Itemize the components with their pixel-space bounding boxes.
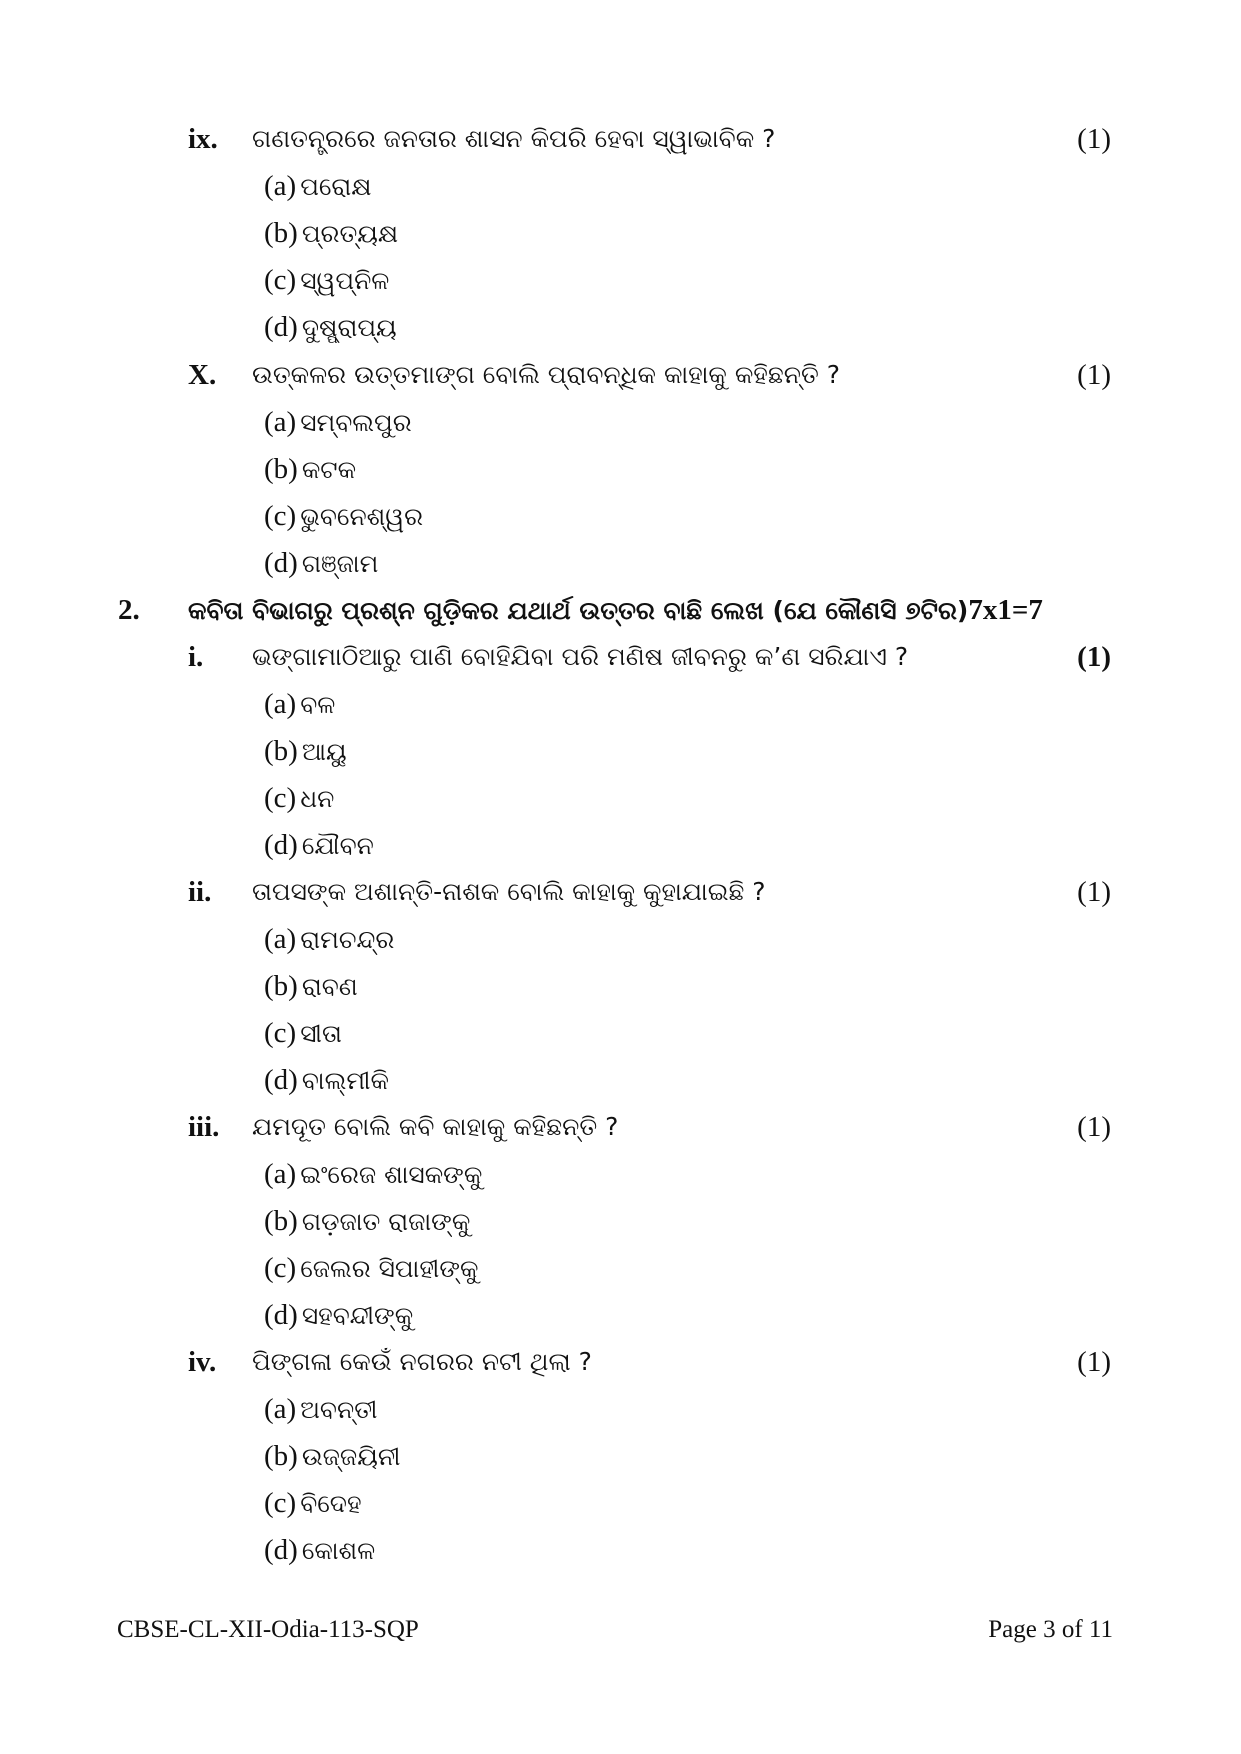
option-text: ରାବଣ: [301, 972, 358, 1001]
option-label: (d): [264, 547, 298, 579]
option-text: ଧନ: [300, 784, 335, 813]
option-b: [264, 963, 1241, 1009]
option-c: [264, 1245, 1241, 1291]
option-text: ଗଡ଼ଜାତ ରାଜାଙ୍କୁ: [301, 1207, 471, 1236]
option-a: [264, 1386, 1241, 1432]
option-label: (c): [264, 264, 297, 296]
question-text: ଭଙ୍ଗାମାଠିଆରୁ ପାଣି ବୋହିଯିବା ପରି ମଣିଷ ଜୀବନରୁ କ’ଣ ସରିଯାଏ ?: [252, 642, 909, 671]
option-text: ବଳ: [300, 690, 336, 719]
option-label: (a): [264, 170, 297, 202]
question-iv: [0, 1339, 1241, 1385]
option-text: କଟକ: [301, 455, 357, 484]
section-2-heading: [0, 587, 1241, 633]
option-text: ସୀତା: [300, 1019, 342, 1048]
option-c: [264, 775, 1241, 821]
option-c: [264, 493, 1241, 539]
option-label: (d): [264, 1299, 298, 1331]
question-number: X.: [188, 359, 217, 391]
question-number: ix.: [188, 123, 218, 155]
option-a: [264, 399, 1241, 445]
option-label: (a): [264, 688, 297, 720]
option-label: (b): [264, 1205, 298, 1237]
section-marks: 7x1=7: [968, 594, 1043, 626]
option-c: [264, 1480, 1241, 1526]
option-label: (b): [264, 735, 298, 767]
option-c: [264, 257, 1241, 303]
option-text: ଗଞ୍ଜାମ: [301, 549, 379, 578]
question-i: [0, 634, 1241, 680]
option-text: ଜେଲର ସିପାହୀଙ୍କୁ: [300, 1254, 479, 1283]
question-number: iii.: [188, 1111, 220, 1143]
option-a: [264, 1151, 1241, 1197]
option-label: (c): [264, 1252, 297, 1284]
option-b: [264, 1433, 1241, 1479]
option-label: (b): [264, 453, 298, 485]
question-text: ପିଙ୍ଗଳା କେଉଁ ନଗରର ନଟୀ ଥିଲା ?: [252, 1347, 592, 1376]
option-label: (c): [264, 1017, 297, 1049]
option-a: [264, 681, 1241, 727]
question-number: ii.: [188, 876, 212, 908]
option-text: ଦୁଷ୍ପ୍ରାପ୍ୟ: [301, 313, 397, 342]
option-text: ଆୟୁ: [301, 737, 347, 766]
option-label: (c): [264, 782, 297, 814]
option-c: [264, 1010, 1241, 1056]
option-text: ରାମଚନ୍ଦ୍ର: [300, 925, 395, 954]
question-iii: [0, 1104, 1241, 1150]
option-d: [264, 540, 1241, 586]
option-label: (a): [264, 923, 297, 955]
question-ii: [0, 869, 1241, 915]
option-text: ବାଲ୍ମୀକି: [301, 1066, 389, 1095]
question-text: ଉତ୍କଳର ଉତ୍ତମାଙ୍ଗ ବୋଲି ପ୍ରାବନ୍ଧିକ କାହାକୁ କହିଛନ୍ତି ?: [252, 360, 841, 389]
option-b: [264, 728, 1241, 774]
question-number: i.: [188, 641, 204, 673]
option-label: (d): [264, 311, 298, 343]
section-number: 2.: [118, 594, 140, 626]
option-text: ସହବନ୍ଦୀଙ୍କୁ: [301, 1301, 414, 1330]
option-text: କୋଶଳ: [301, 1536, 376, 1565]
option-d: [264, 1292, 1241, 1338]
question-text: ତାପସଙ୍କ ଅଶାନ୍ତି-ନାଶକ ବୋଲି କାହାକୁ କୁହାଯାଇଛି ?: [252, 877, 766, 906]
option-text: ଉଜ୍ଜୟିନୀ: [301, 1442, 401, 1471]
option-label: (a): [264, 1158, 297, 1190]
option-label: (d): [264, 1534, 298, 1566]
option-label: (b): [264, 1440, 298, 1472]
section-instruction: [188, 587, 1043, 634]
option-text: ବିଦେହ: [300, 1489, 362, 1518]
option-b: [264, 1198, 1241, 1244]
question-text: ଗଣତନ୍ତ୍ରରେ ଜନତାର ଶାସନ କିପରି ହେବା ସ୍ୱାଭାବିକ ?: [252, 124, 776, 153]
question-marks: (1): [1077, 641, 1111, 673]
option-text: ଅବନ୍ତୀ: [300, 1395, 378, 1424]
footer-page-number: Page 3 of 11: [988, 1616, 1113, 1643]
option-text: ପ୍ରତ୍ୟକ୍ଷ: [301, 219, 399, 248]
option-text: ଇଂରେଜ ଶାସକଙ୍କୁ: [300, 1160, 483, 1189]
option-b: [264, 446, 1241, 492]
footer-document-code: CBSE-CL-XII-Odia-113-SQP: [117, 1616, 419, 1643]
option-a: [264, 163, 1241, 209]
question-number: iv.: [188, 1346, 217, 1378]
option-d: [264, 1057, 1241, 1103]
option-text: ସ୍ୱପ୍ନିଳ: [300, 266, 390, 295]
question-x: [0, 352, 1241, 398]
option-text: ଭୁବନେଶ୍ୱର: [300, 502, 424, 531]
option-label: (a): [264, 1393, 297, 1425]
option-label: (c): [264, 1487, 297, 1519]
option-label: (c): [264, 500, 297, 532]
option-b: [264, 210, 1241, 256]
option-a: [264, 916, 1241, 962]
question-marks: (1): [1077, 1111, 1111, 1143]
option-text: ସମ୍ବଲପୁର: [300, 408, 412, 437]
section-instruction-text: କବିତା ବିଭାଗରୁ ପ୍ରଶ୍ନ ଗୁଡ଼ିକର ଯଥାର୍ଥ ଉତ୍ତର ବାଛି ଲେଖ (ଯେ କୌଣସି ୭ଟିର): [188, 596, 969, 625]
option-label: (d): [264, 1064, 298, 1096]
question-marks: (1): [1077, 123, 1111, 155]
option-text: ଯୌବନ: [301, 831, 374, 860]
question-text: ଯମଦୂତ ବୋଲି କବି କାହାକୁ କହିଛନ୍ତି ?: [252, 1112, 619, 1141]
question-marks: (1): [1077, 359, 1111, 391]
option-label: (a): [264, 406, 297, 438]
question-marks: (1): [1077, 876, 1111, 908]
question-marks: (1): [1077, 1346, 1111, 1378]
option-label: (d): [264, 829, 298, 861]
question-ix: [0, 116, 1241, 162]
option-label: (b): [264, 217, 298, 249]
option-d: [264, 304, 1241, 350]
option-text: ପରୋକ୍ଷ: [300, 172, 372, 201]
option-d: [264, 1527, 1241, 1573]
option-d: [264, 822, 1241, 868]
option-label: (b): [264, 970, 298, 1002]
